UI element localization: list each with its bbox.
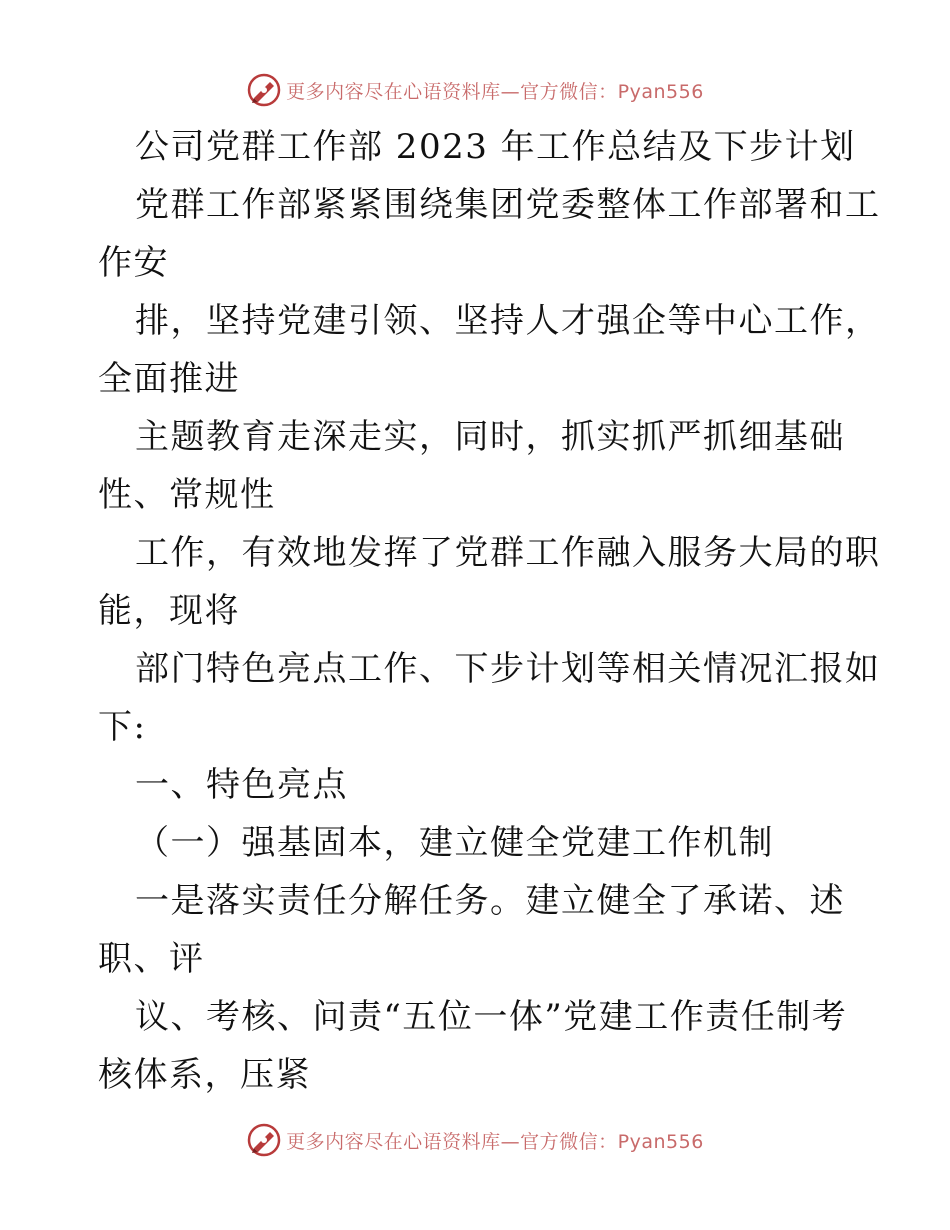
document-line: 部门特色亮点工作、下步计划等相关情况汇报如: [135, 649, 881, 689]
document-line: 一、特色亮点: [135, 765, 348, 805]
document-line: 能，现将: [98, 591, 240, 631]
document-line: 公司党群工作部 2023 年工作总结及下步计划: [135, 127, 856, 167]
document-line: 工作，有效地发挥了党群工作融入服务大局的职: [135, 533, 881, 573]
document-line: 性、常规性: [98, 475, 276, 515]
document-line: 全面推进: [98, 359, 240, 399]
document-line: 一是落实责任分解任务。建立健全了承诺、述: [135, 881, 845, 921]
pen-logo-icon: [246, 72, 282, 108]
document-line: 核体系，压紧: [98, 1055, 311, 1095]
document-line: 下:: [98, 707, 147, 747]
footer-watermark-text: 更多内容尽在心语资料库—官方微信：Pyan556: [286, 1130, 704, 1153]
document-line: 排，坚持党建引领、坚持人才强企等中心工作，: [135, 301, 881, 341]
document-line: （一）强基固本，建立健全党建工作机制: [135, 823, 774, 863]
document-line: 职、评: [98, 939, 205, 979]
pen-logo-icon: [246, 1122, 282, 1158]
document-line: 议、考核、问责“五位一体”党建工作责任制考: [135, 997, 848, 1037]
header-watermark-text: 更多内容尽在心语资料库—官方微信：Pyan556: [286, 80, 704, 103]
document-line: 主题教育走深走实，同时，抓实抓严抓细基础: [135, 417, 845, 457]
header-watermark: [0, 70, 950, 110]
document-line: 作安: [98, 243, 169, 283]
document-body: [98, 118, 881, 1104]
document-line: 党群工作部紧紧围绕集团党委整体工作部署和工: [135, 185, 881, 225]
footer-watermark: [0, 1120, 950, 1160]
